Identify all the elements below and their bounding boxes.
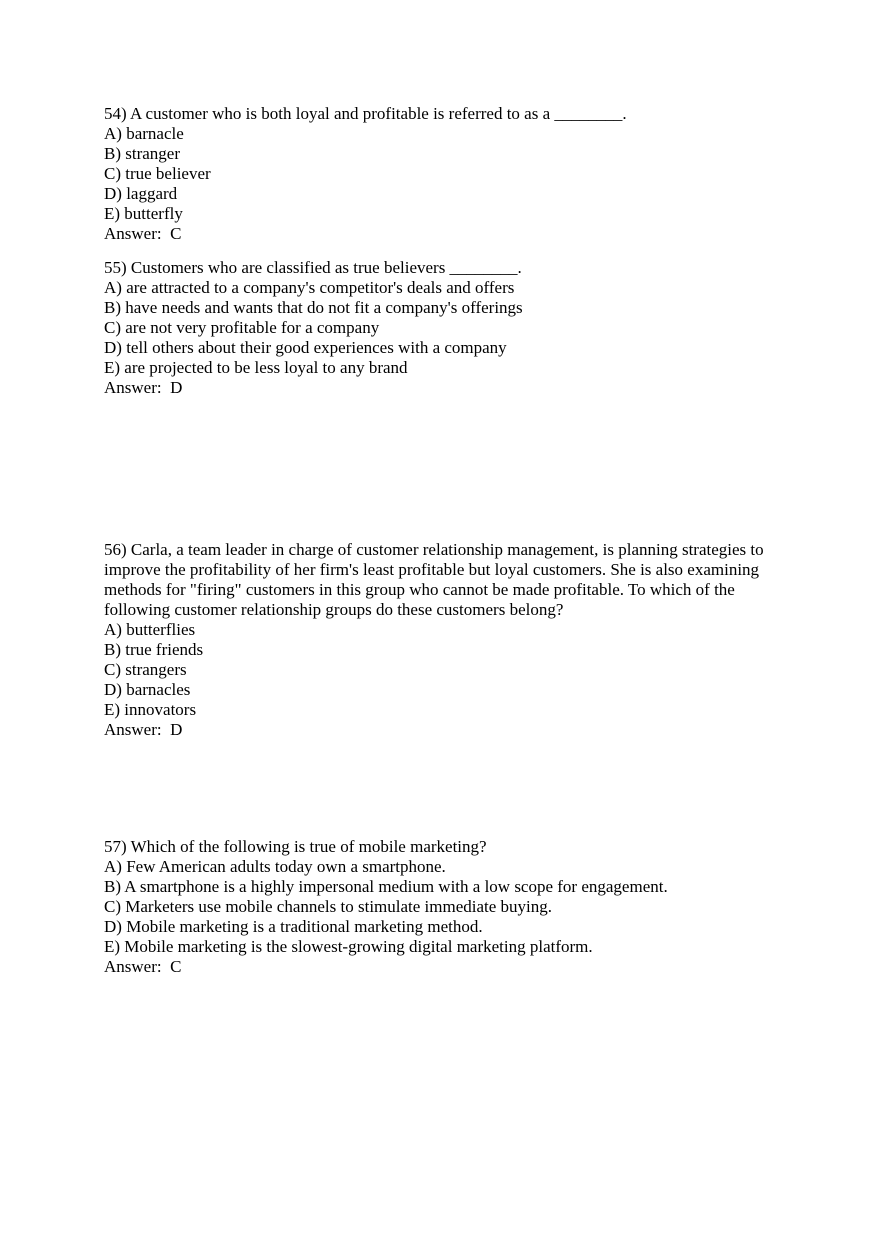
answer-option-e: E) are projected to be less loyal to any brand: [104, 358, 408, 377]
answer-option-d: D) Mobile marketing is a traditional marketing method.: [104, 917, 483, 936]
question-stem-line: improve the profitability of her firm's least profitable but loyal customers. She is also examining: [104, 560, 760, 579]
answer-option-b: B) true friends: [104, 640, 204, 659]
answer-option-b: B) stranger: [104, 144, 181, 163]
answer-key: Answer: C: [104, 957, 182, 976]
answer-key: Answer: C: [104, 224, 182, 243]
answer-option-a: A) barnacle: [104, 124, 184, 143]
answer-option-c: C) strangers: [104, 660, 187, 679]
answer-option-e: E) butterfly: [104, 204, 183, 223]
question-stem-line: following customer relationship groups do these customers belong?: [104, 600, 564, 619]
answer-option-d: D) barnacles: [104, 680, 191, 699]
question-56: [104, 540, 794, 740]
question-55: [104, 258, 794, 398]
question-stem-line: methods for "firing" customers in this group who cannot be made profitable. To which of the: [104, 580, 735, 599]
answer-option-a: A) butterflies: [104, 620, 196, 639]
answer-option-e: E) innovators: [104, 700, 197, 719]
answer-option-e: E) Mobile marketing is the slowest-growing digital marketing platform.: [104, 937, 593, 956]
answer-option-c: C) true believer: [104, 164, 211, 183]
question-57: [104, 837, 794, 977]
answer-option-c: C) are not very profitable for a company: [104, 318, 380, 337]
answer-key: Answer: D: [104, 378, 183, 397]
question-stem: 55) Customers who are classified as true believers ________.: [104, 258, 522, 277]
question-54: [104, 104, 794, 244]
question-stem: 54) A customer who is both loyal and profitable is referred to as a ________.: [104, 104, 627, 123]
answer-option-b: B) have needs and wants that do not fit a company's offerings: [104, 298, 523, 317]
answer-option-b: B) A smartphone is a highly impersonal medium with a low scope for engagement.: [104, 877, 668, 896]
answer-key: Answer: D: [104, 720, 183, 739]
answer-option-d: D) laggard: [104, 184, 178, 203]
answer-option-d: D) tell others about their good experiences with a company: [104, 338, 507, 357]
answer-option-a: A) Few American adults today own a smartphone.: [104, 857, 446, 876]
answer-option-a: A) are attracted to a company's competitor's deals and offers: [104, 278, 515, 297]
question-stem: 57) Which of the following is true of mobile marketing?: [104, 837, 487, 856]
answer-option-c: C) Marketers use mobile channels to stimulate immediate buying.: [104, 897, 553, 916]
question-stem-line: 56) Carla, a team leader in charge of customer relationship management, is planning strategies to: [104, 540, 764, 559]
